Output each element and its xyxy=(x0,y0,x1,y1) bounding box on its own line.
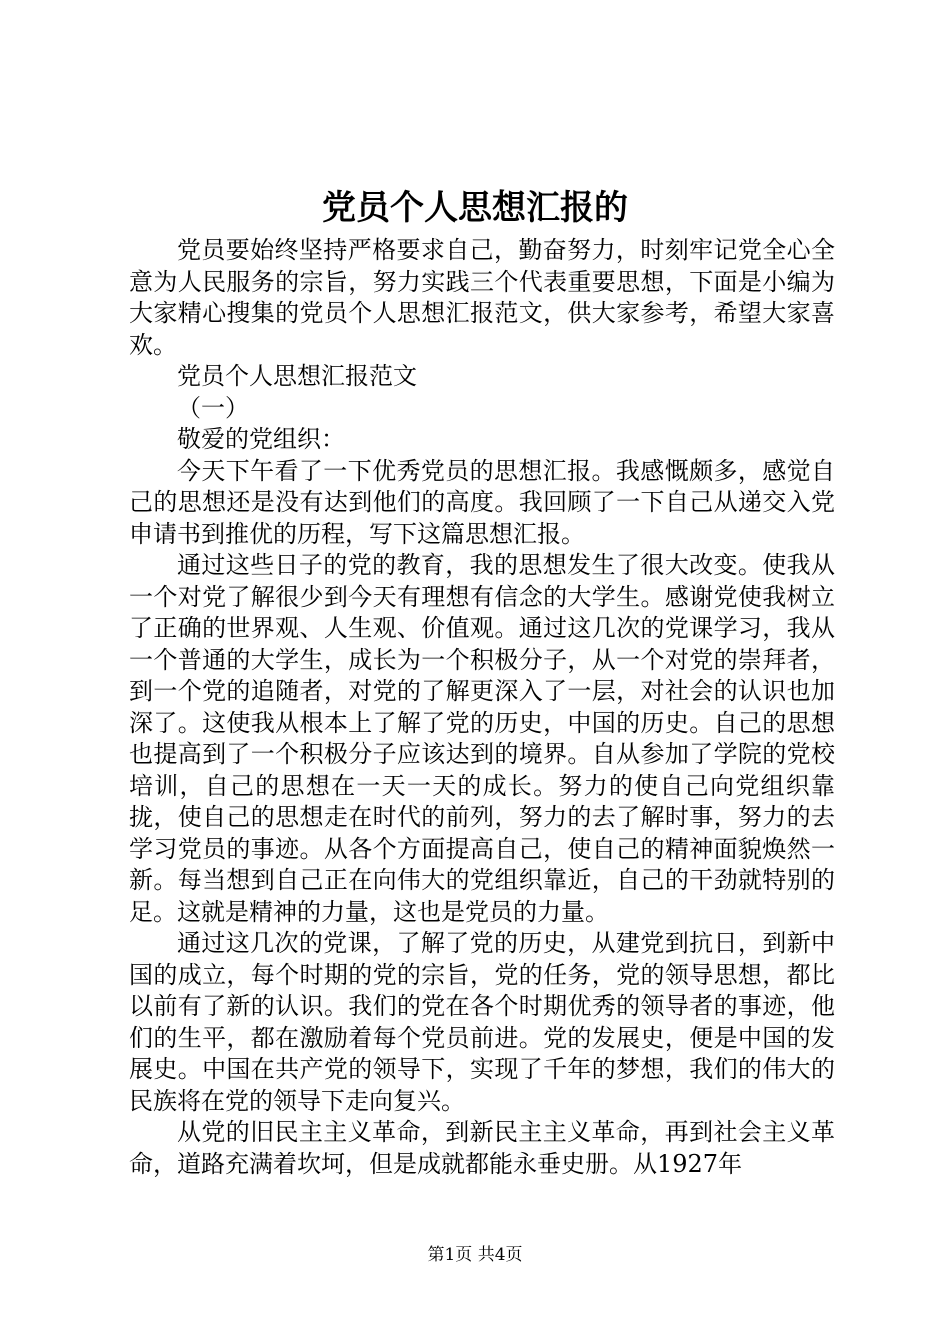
body-paragraph-2: 通过这些日子的党的教育，我的思想发生了很大改变。使我从一个对党了解很少到今天有理想有信念的大学生。感谢党使我树立了正确的世界观、人生观、价值观。通过这几次的党课学习，我从一个普通的大学生，成长为一个积极分子，从一个对党的崇拜者，到一个党的追随者，对党的了解更深入了一层，对社会的认识也加深了。这使我从根本上了解了党的历史，中国的历史。自己的思想也提高到了一个积极分子应该达到的境界。自从参加了学院的党校培训，自己的思想在一天一天的成长。努力的使自己向党组织靠拢，使自己的思想走在时代的前列，努力的去了解时事，努力的去学习党员的事迹。从各个方面提高自己，使自己的精神面貌焕然一新。每当想到自己正在向伟大的党组织靠近，自己的干劲就特别的足。这就是精神的力量，这也是党员的力量。 xyxy=(129,551,835,926)
salutation: 敬爱的党组织： xyxy=(177,425,345,453)
intro-paragraph: 党员要始终坚持严格要求自己，勤奋努力，时刻牢记党全心全意为人民服务的宗旨，努力实践三个代表重要思想，下面是小编为大家精心搜集的党员个人思想汇报范文，供大家参考，希望大家喜欢。 xyxy=(129,236,835,359)
section-number: （一） xyxy=(177,393,249,422)
document-body xyxy=(129,235,835,1180)
document-title: 党员个人思想汇报的 xyxy=(322,188,628,228)
body-paragraph-4: 从党的旧民主主义革命，到新民主主义革命，再到社会主义革命，道路充满着坎坷，但是成就都能永垂史册。从1927年 xyxy=(129,1118,835,1178)
page-footer: 第1页 共4页 xyxy=(427,1245,523,1265)
body-paragraph-1: 今天下午看了一下优秀党员的思想汇报。我感慨颇多，感觉自己的思想还是没有达到他们的高度。我回顾了一下自己从递交入党申请书到推优的历程，写下这篇思想汇报。 xyxy=(129,456,835,548)
body-paragraph-3: 通过这几次的党课，了解了党的历史，从建党到抗日，到新中国的成立，每个时期的党的宗旨，党的任务，党的领导思想，都比以前有了新的认识。我们的党在各个时期优秀的领导者的事迹，他们的生平，都在激励着每个党员前进。党的发展史，便是中国的发展史。中国在共产党的领导下，实现了千年的梦想，我们的伟大的民族将在党的领导下走向复兴。 xyxy=(129,929,835,1115)
section-heading: 党员个人思想汇报范文 xyxy=(177,362,417,390)
